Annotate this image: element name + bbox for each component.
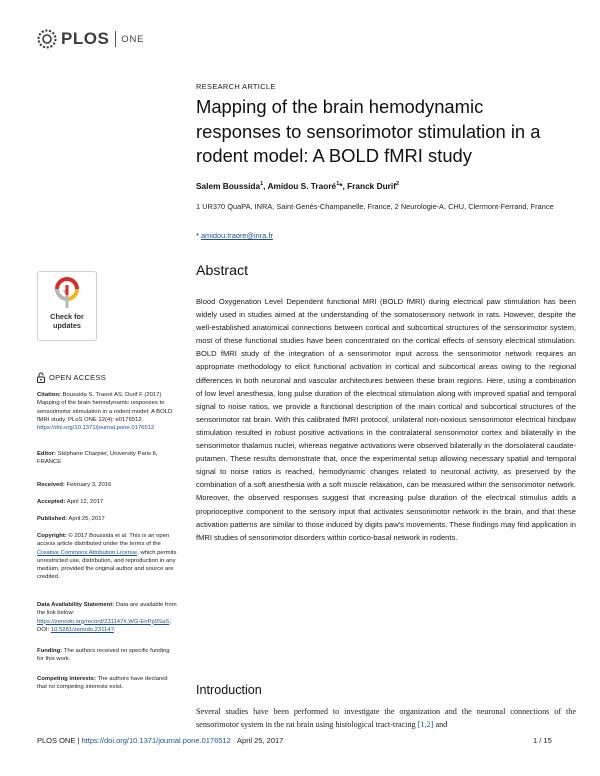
editor-text: Stéphane Charpier, University Paris 6, FRANCE <box>37 451 158 466</box>
author-name[interactable]: Amidou S. Traoré <box>267 181 337 191</box>
citation-doi-link[interactable]: https://doi.org/10.1371/journal.pone.0176512 <box>37 425 155 432</box>
citation-text: Boussida S, Traoré AS, Durif F (2017) Mapping of the brain hemodynamic responses to sensorimotor stimulation in a rodent model: A BOLD fMRI study. PLoS ONE 12(4): e0176512. <box>37 392 173 423</box>
check-for-updates-badge[interactable] <box>37 271 97 341</box>
data-availability-label: Data Availability Statement: <box>37 602 115 608</box>
introduction-heading: Introduction <box>196 683 262 697</box>
introduction-body: Several studies have been performed to investigate the organization and the neuronal connections of the sensorimotor system in the rat brain using histological tract-tracing <box>196 707 576 730</box>
published-date: April 25, 2017 <box>68 516 105 522</box>
license-link[interactable]: Creative Commons Attribution License <box>37 549 138 556</box>
badge-label <box>38 312 96 330</box>
article-type: RESEARCH ARTICLE <box>196 82 276 91</box>
author-list <box>196 181 399 191</box>
logo-divider <box>115 31 116 47</box>
copyright-text: © 2017 Boussida et al. This is an open access article distributed under the terms of the <box>37 533 170 548</box>
open-access-label <box>37 372 106 383</box>
competing-interests-label: Competing interests: <box>37 676 96 682</box>
copyright-block <box>37 532 177 582</box>
footer-doi-link[interactable]: https://doi.org/10.1371/journal.pone.0176512 <box>81 736 231 745</box>
plos-logo-icon <box>36 28 58 50</box>
corresponding-mark: * <box>196 231 201 240</box>
competing-interests-block <box>37 675 177 692</box>
badge-label-line-1: Check for <box>50 312 84 321</box>
author-name[interactable]: Franck Durif <box>347 181 396 191</box>
competing-interests-text: The authors have declared that no competing interests exist. <box>37 676 168 691</box>
data-separator: , DOI: <box>37 618 171 633</box>
footer-journal: PLOS ONE <box>37 736 76 745</box>
journal-brand: PLOS <box>61 29 110 48</box>
open-lock-icon <box>37 372 45 383</box>
author-affiliation-mark: 1 <box>260 181 264 188</box>
author-separator: , <box>263 181 268 191</box>
received-label: Received: <box>37 482 65 488</box>
journal-logo[interactable] <box>36 28 144 50</box>
introduction-text <box>196 705 576 731</box>
page-footer <box>37 736 283 745</box>
copyright-text-end: , which permits unrestricted use, distribution, and reproduction in any medium, provided the original author and source are credited. <box>37 549 177 581</box>
data-end: . <box>113 626 116 633</box>
page-number: 1 / 15 <box>533 736 552 745</box>
copyright-label: Copyright: <box>37 533 67 539</box>
accepted-label: Accepted: <box>37 499 66 505</box>
footer-separator: | <box>75 736 82 745</box>
data-link[interactable]: https://zenodo.org/record/231147#.WG-EnPp9SaS <box>37 618 170 625</box>
open-access-text: OPEN ACCESS <box>49 373 107 382</box>
corresponding-email-link[interactable]: amidou.traore@inra.fr <box>200 231 273 240</box>
article-title: Mapping of the brain hemodynamic responses to sensorimotor stimulation in a rodent model: A BOLD fMRI study <box>196 96 541 167</box>
author-affiliation-mark: 2 <box>395 181 400 188</box>
citation-link[interactable]: [1,2] <box>417 720 434 730</box>
corresponding-author <box>196 231 273 240</box>
author-affiliation-mark: 1 <box>336 181 340 188</box>
funding-label: Funding: <box>37 648 63 654</box>
editor-block <box>37 450 177 467</box>
editor-label: Editor: <box>37 451 56 457</box>
funding-text: The authors received no specific funding for this work. <box>37 648 170 663</box>
crossmark-icon <box>53 277 81 309</box>
badge-label-line-2: updates <box>53 321 81 330</box>
accepted-date: April 12, 2017 <box>66 499 104 505</box>
published-block <box>37 515 177 523</box>
citation-label: Citation: <box>37 392 61 398</box>
received-date: February 3, 2016 <box>66 482 112 488</box>
received-block <box>37 481 177 489</box>
data-doi-link[interactable]: 10.5281/zenodo.231147 <box>50 626 114 633</box>
author-separator: *, <box>339 181 348 191</box>
abstract-text: Blood Oxygenation Level Dependent functional MRI (BOLD fMRI) during electrical paw stimulation has been widely used in studies aimed at the understanding of the somatosensory network in rats. However, despite the well-established anatomical connections between cortical and subcortical structures of the sensorimotor system, most of these functional studies have been concentrated on the cortical effects of sensory electrical stimulation. BOLD fMRI study of the integration of a sensorimotor input across the sensorimotor network requires an appropriate methodology to elicit functional activation in cortical and subcortical areas owing to the regional differences in both neuronal and vascular architectures between these brain regions. Here, using a combination of low level anesthesia, long pulse duration of the electrical stimulation along with improved spatial and temporal signal to noise ratios, we provide a functional description of the main cortical and subcortical structures of the sensorimotor rat brain. With this calibrated fMRI protocol, unilateral non-noxious sensorimotor electrical hindpaw stimulation resulted in robust positive activations in the contralateral sensorimotor cortex and bilaterally in the sensorimotor thalamus nuclei, whereas negative activations were observed bilaterally in the dorsolateral caudate-putamen. These results demonstrate that, once the experimental setup allowing necessary spatial and temporal signal to noise ratios is reached, hemodynamic changes related to neuronal activity, as preserved by the combination of a soft anesthesia with a soft muscle relaxation, can be measured within the sensorimotor network. Moreover, the observed responses suggest that increasing pulse duration of the electrical stimulus adds a proprioceptive component to the sensory input that activates sensorimotor network in the brain, and that these activation patterns are similar to those induced by digits paw's movements. These findings may find application in fMRI studies of sensorimotor disorders within cortico-basal network in rodents. <box>196 297 576 542</box>
abstract-heading: Abstract <box>196 263 249 279</box>
published-label: Published: <box>37 516 68 522</box>
accepted-block <box>37 498 177 506</box>
footer-date: April 25, 2017 <box>237 736 284 745</box>
introduction-body-end: and <box>433 720 448 730</box>
data-availability-text: Data are available from the link below: <box>37 602 177 617</box>
journal-name: ONE <box>121 33 145 45</box>
affiliations: 1 UR370 QuaPA, INRA, Saint-Genès-Champanelle, France, 2 Neurologie-A, CHU, Clermont-Ferrand, France <box>196 202 554 211</box>
author-name[interactable]: Salem Boussida <box>196 181 261 191</box>
funding-block <box>37 647 177 664</box>
citation-block <box>37 391 177 432</box>
data-availability-block <box>37 601 177 634</box>
